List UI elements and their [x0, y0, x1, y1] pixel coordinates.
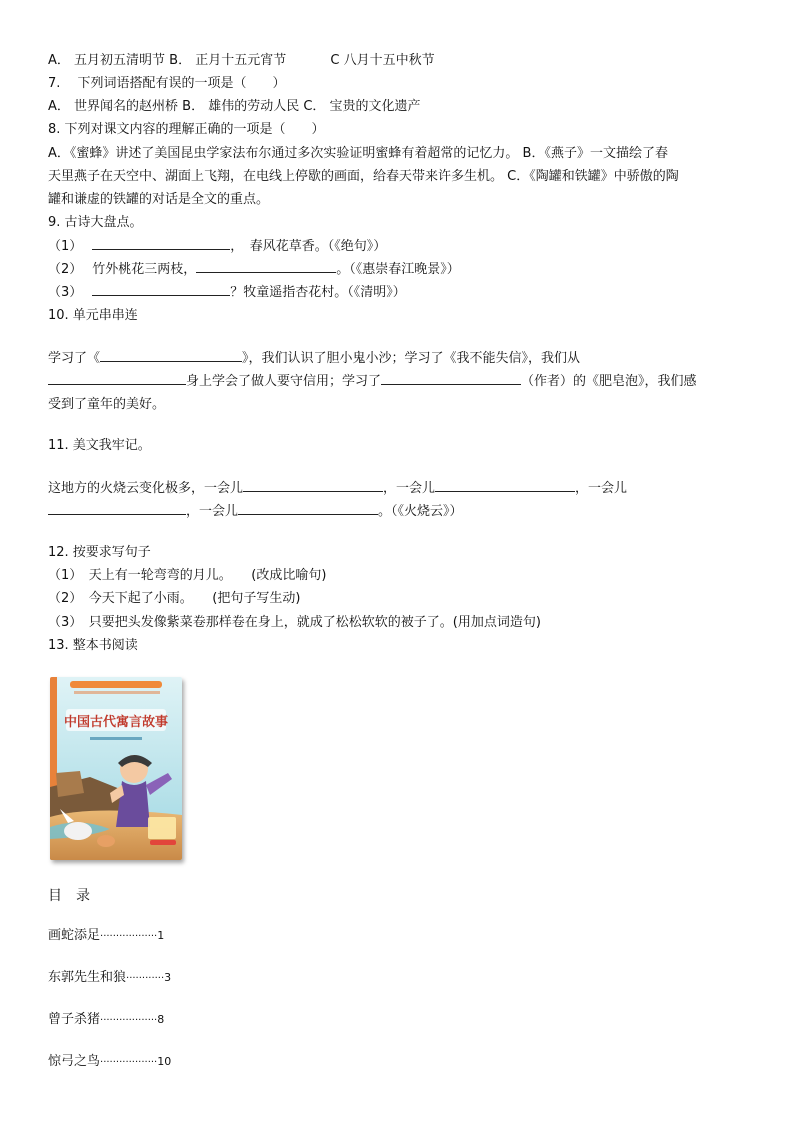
- q11-text: 这地方的火烧云变化极多，一会儿: [48, 481, 244, 496]
- answer-blank[interactable]: [435, 479, 575, 492]
- toc-entry-page: 1: [157, 929, 165, 942]
- toc-entry-page: 10: [157, 1055, 172, 1068]
- q6-option-b: B． 正月十五元宵节: [169, 53, 287, 68]
- q8-stem: 8. 下列对课文内容的理解正确的一项是（ ）: [48, 122, 325, 137]
- q7-options: A． 世界闻名的赵州桥 B． 雄伟的劳动人民 C． 宝贵的文化遗产: [48, 99, 421, 114]
- q10-text: （作者）的《肥皂泡》，我们感: [521, 374, 697, 389]
- answer-blank[interactable]: [92, 283, 230, 296]
- q11-text: ，一会儿: [186, 504, 239, 519]
- toc-entry-title: 惊弓之鸟: [48, 1054, 101, 1069]
- q8-line-1: A．《蜜蜂》讲述了美国昆虫学家法布尔通过多次实验证明蜜蜂有着超常的记忆力。 B．《燕子》一文描绘了春: [48, 146, 668, 161]
- q9-line-1: [48, 237, 386, 256]
- answer-blank[interactable]: [100, 349, 242, 362]
- q9-item-number: （2）: [48, 262, 83, 277]
- q10-line-3: 受到了童年的美好。: [48, 397, 166, 412]
- q10-line-1: [48, 349, 580, 368]
- q11-line-2: [48, 502, 463, 521]
- q11-line-1: [48, 479, 627, 498]
- q9-item-number: （3）: [48, 285, 83, 300]
- book-cover-image: [50, 677, 182, 860]
- q8-line-3: 罐和谦虚的铁罐的对话是全文的重点。: [48, 192, 270, 207]
- toc-entry[interactable]: [48, 1011, 164, 1030]
- q9-line-3: [48, 283, 406, 302]
- q13-stem: 13. 整本书阅读: [48, 638, 138, 653]
- q6-options: [48, 52, 435, 70]
- q9-line-3-text: ？牧童遥指杏花村。（《清明》）: [230, 285, 406, 300]
- toc-entry-title: 曾子杀猪: [48, 1012, 101, 1027]
- toc-entry-leader: ··················: [100, 1015, 158, 1026]
- q10-line-2: [48, 372, 697, 391]
- q10-text: 身上学会了做人要守信用；学习了: [186, 374, 382, 389]
- q9-line-2: [48, 260, 460, 279]
- q10-text: 》，我们认识了胆小鬼小沙；学习了《我不能失信》，我们从: [242, 351, 581, 366]
- toc-entry[interactable]: [48, 1053, 171, 1072]
- q12-line-3: （3） 只要把头发像紫菜卷那样卷在身上，就成了松松软软的被子了。(用加点词造句): [48, 615, 541, 630]
- toc-entry-title: 东郭先生和狼: [48, 970, 127, 985]
- q9-line-2-head: 竹外桃花三两枝，: [92, 262, 197, 277]
- answer-blank[interactable]: [48, 502, 186, 515]
- q10-stem: 10. 单元串串连: [48, 308, 138, 323]
- answer-blank[interactable]: [48, 372, 186, 385]
- q6-option-c: C 八月十五中秋节: [330, 53, 435, 68]
- q11-text: 。（《火烧云》）: [378, 504, 463, 519]
- q9-stem: 9. 古诗大盘点。: [48, 215, 143, 230]
- book-cover-title: 中国古代寓言故事: [63, 715, 169, 730]
- toc-entry-page: 3: [164, 971, 172, 984]
- answer-blank[interactable]: [238, 502, 378, 515]
- toc-entry-leader: ············: [126, 973, 165, 984]
- answer-blank[interactable]: [92, 237, 230, 250]
- toc-entry-title: 画蛇添足: [48, 928, 101, 943]
- q11-stem: 11. 美文我牢记。: [48, 438, 151, 453]
- q12-stem: 12. 按要求写句子: [48, 545, 151, 560]
- q9-line-2-text: 。（《惠崇春江晚景》）: [336, 262, 460, 277]
- toc-entry-leader: ··················: [100, 1057, 158, 1068]
- answer-blank[interactable]: [243, 479, 383, 492]
- answer-blank[interactable]: [196, 260, 336, 273]
- q11-text: ，一会儿: [575, 481, 628, 496]
- q12-line-2: （2） 今天下起了小雨。 (把句子写生动): [48, 591, 301, 606]
- toc-entry-page: 8: [157, 1013, 165, 1026]
- toc-heading: 目 录: [48, 888, 90, 904]
- toc-entry[interactable]: [48, 969, 171, 988]
- q9-line-1-text: ， 春风花草香。（《绝句》）: [230, 239, 387, 254]
- q9-item-number: （1）: [48, 239, 83, 254]
- q12-line-1: （1） 天上有一轮弯弯的月儿。 (改成比喻句): [48, 568, 327, 583]
- q8-line-2: 天里燕子在天空中、湖面上飞翔，在电线上停歇的画面，给春天带来许多生机。 C．《陶罐和铁罐》中骄傲的陶: [48, 169, 679, 184]
- answer-blank[interactable]: [381, 372, 521, 385]
- q7-stem: 7. 下列词语搭配有误的一项是（ ）: [48, 76, 286, 91]
- q10-text: 学习了《: [48, 351, 101, 366]
- toc-entry[interactable]: [48, 927, 164, 946]
- toc-entry-leader: ··················: [100, 931, 158, 942]
- q11-text: ，一会儿: [383, 481, 436, 496]
- q6-option-a: A． 五月初五清明节: [48, 53, 166, 68]
